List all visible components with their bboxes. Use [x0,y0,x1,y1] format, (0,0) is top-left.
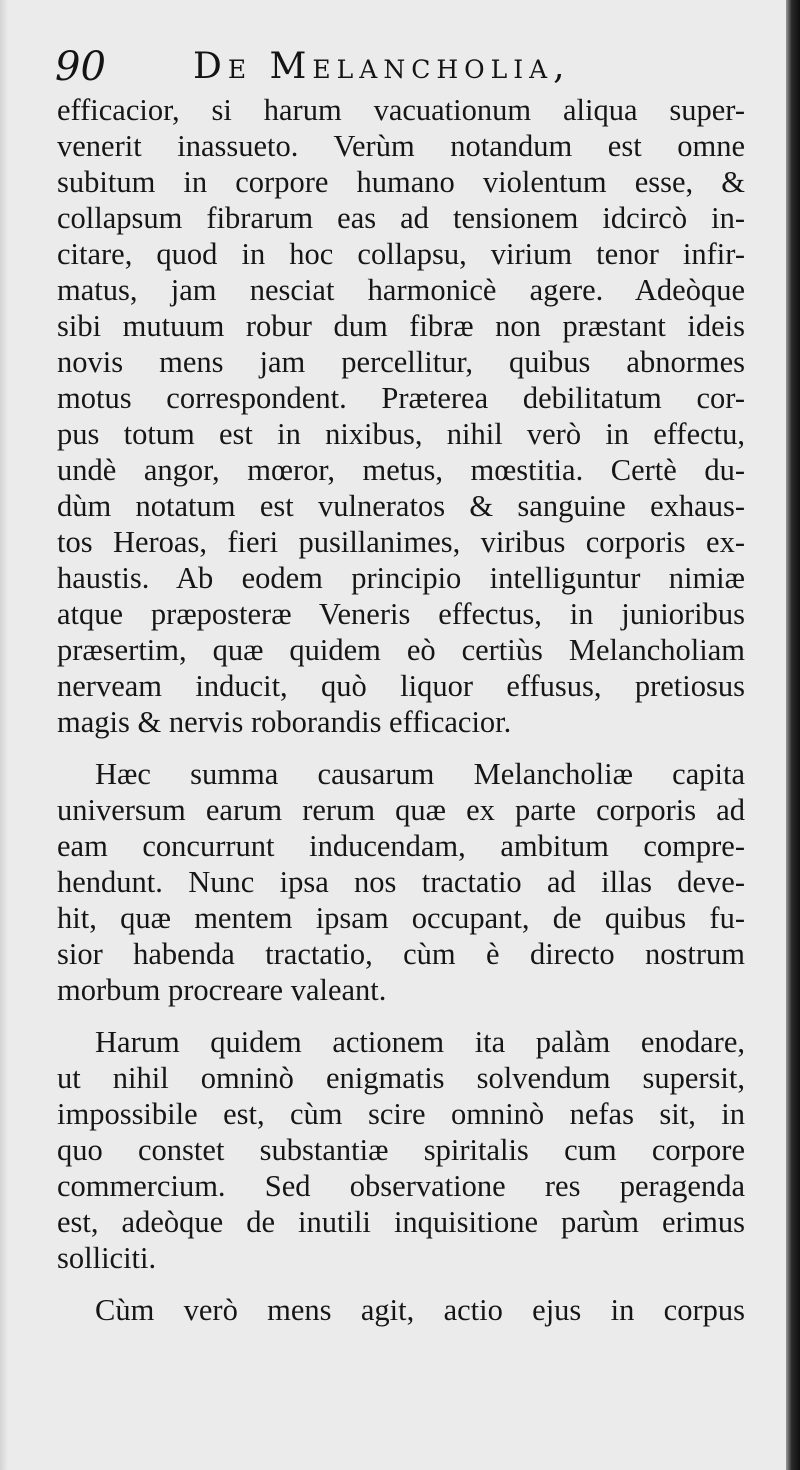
text-line: dùm notatum est vulneratos & sanguine exhaus- [57,489,745,523]
text-line: sior habenda tractatio, cùm è directo nostrum [57,937,745,971]
paragraph-4 [57,1292,745,1328]
text-line: haustis. Ab eodem principio intelliguntur nimiæ [57,561,745,595]
page-body [57,92,745,1344]
paragraph-2 [57,756,745,1008]
text-line: hit, quæ mentem ipsam occupant, de quibus fu- [57,901,745,935]
text-line: novis mens jam percellitur, quibus abnormes [57,345,745,379]
text-line: undè angor, mœror, metus, mœstitia. Certè du- [57,453,745,487]
text-line: citare, quod in hoc collapsu, virium tenor infir- [57,237,745,271]
running-title: De Melancholia, [193,46,571,87]
text-line: motus correspondent. Præterea debilitatum cor- [57,381,745,415]
text-line: eam concurrunt inducendam, ambitum compre- [57,829,745,863]
paragraph-1 [57,92,745,740]
text-line: tos Heroas, fieri pusillanimes, viribus corporis ex- [57,525,745,559]
text-line: sibi mutuum robur dum fibræ non præstant ideis [57,309,745,343]
text-line: Harum quidem actionem ita palàm enodare, [95,1025,745,1059]
text-line: nerveam inducit, quò liquor effusus, pretiosus [57,669,745,703]
text-line: præsertim, quæ quidem eò certiùs Melancholiam [57,633,745,667]
text-line: magis & nervis roborandis efficacior. [57,705,512,739]
text-line: quo constet substantiæ spiritalis cum corpore [57,1133,745,1167]
page-number: 90 [55,44,106,90]
text-line: Hæc summa causarum Melancholiæ capita [95,757,745,791]
text-line: collapsum fibrarum eas ad tensionem idcircò in- [57,201,745,235]
text-line: est, adeòque de inutili inquisitione parùm erimus [57,1205,745,1239]
text-line: commercium. Sed observatione res peragenda [57,1169,745,1203]
page-gutter-shade [0,0,8,1470]
text-line: ut nihil omninò enigmatis solvendum supersit, [57,1061,745,1095]
text-line: efficacior, si harum vacuationum aliqua super- [57,93,745,127]
text-line: solliciti. [57,1241,157,1275]
paragraph-3 [57,1024,745,1276]
page-header [55,38,745,98]
text-line: pus totum est in nixibus, nihil verò in effectu, [57,417,745,451]
book-edge-shadow [786,0,800,1470]
text-line: atque præposteræ Veneris effectus, in junioribus [57,597,745,631]
text-line: morbum procreare valeant. [57,973,387,1007]
text-line: subitum in corpore humano violentum esse, & [57,165,745,199]
text-line: matus, jam nesciat harmonicè agere. Adeòque [57,273,745,307]
text-line: hendunt. Nunc ipsa nos tractatio ad illas deve- [57,865,745,899]
text-line: venerit inassueto. Verùm notandum est omne [57,129,745,163]
text-line: impossibile est, cùm scire omninò nefas sit, in [57,1097,745,1131]
text-line: universum earum rerum quæ ex parte corporis ad [57,793,745,827]
text-line: Cùm verò mens agit, actio ejus in corpus [95,1293,745,1327]
